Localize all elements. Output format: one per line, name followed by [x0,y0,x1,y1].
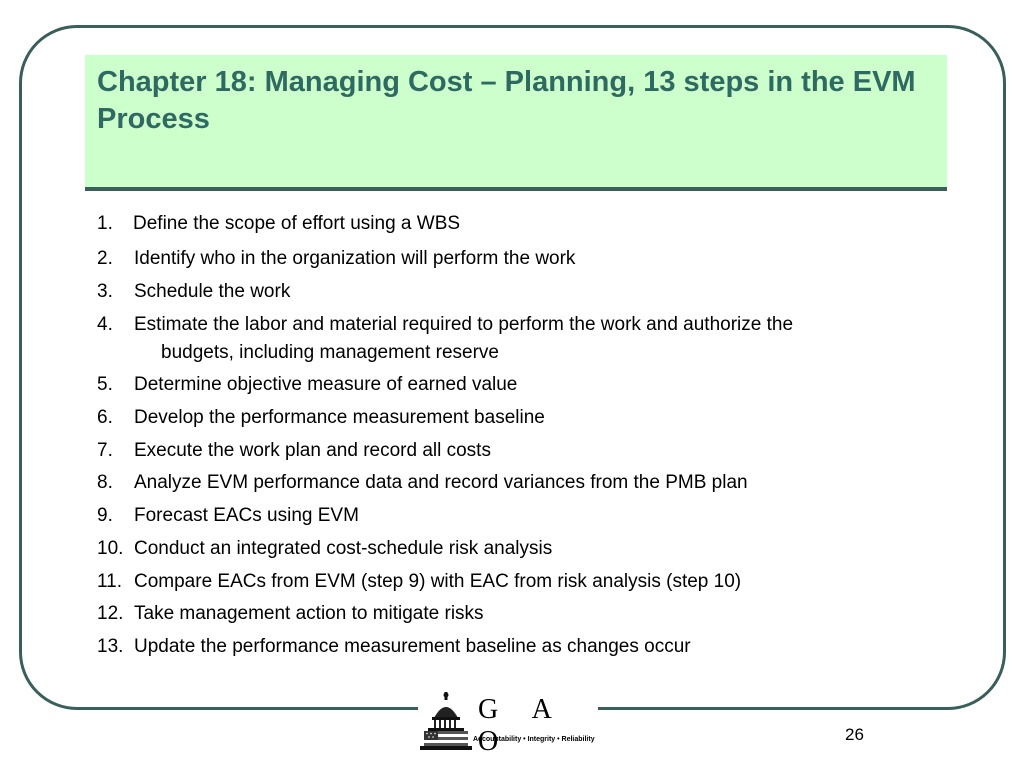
step-text: Compare EACs from EVM (step 9) with EAC from risk analysis (step 10) [134,571,742,592]
list-item [97,633,937,661]
list-item [97,535,937,563]
step-text: Take management action to mitigate risks [134,603,484,624]
list-item [97,502,937,530]
slide-title: Chapter 18: Managing Cost – Planning, 13 steps in the EVM Process [97,66,916,135]
step-number: 7. [97,440,113,461]
gao-logo-tagline: Accountability • Integrity • Reliability [473,736,595,743]
step-number: 2. [97,248,113,269]
step-number: 9. [97,505,113,526]
step-text: Define the scope of effort using a WBS [133,213,461,234]
step-number: 10. [97,538,124,559]
step-text-continued: budgets, including management reserve [161,342,499,363]
step-text: Develop the performance measurement baseline [134,407,545,428]
list-item [97,311,937,367]
step-text: Conduct an integrated cost-schedule risk analysis [134,538,553,559]
list-item [97,469,937,497]
step-text: Identify who in the organization will perform the work [134,248,576,269]
step-text: Forecast EACs using EVM [134,505,359,526]
step-text: Determine objective measure of earned value [134,374,518,395]
list-item [97,371,937,399]
list-item [97,278,937,306]
list-item [97,245,937,273]
list-item [97,437,937,465]
step-text: Estimate the labor and material required to perform the work and authorize the [134,314,794,335]
step-number: 1. [97,213,113,234]
step-text: Schedule the work [134,281,291,302]
list-item [97,404,937,432]
step-number: 12. [97,603,124,624]
step-number: 6. [97,407,113,428]
gao-logo [418,690,598,757]
page-number: 26 [845,725,864,744]
gao-logo-name: G A O [478,694,565,757]
step-number: 8. [97,472,113,493]
list-item [97,600,937,628]
step-number: 11. [97,571,123,592]
step-number: 3. [97,281,113,302]
list-item [97,210,937,238]
step-number: 4. [97,314,113,335]
step-text: Analyze EVM performance data and record variances from the PMB plan [134,472,748,493]
capitol-dome-icon [420,692,472,750]
list-item [97,568,937,596]
step-number: 13. [97,636,124,657]
step-text: Execute the work plan and record all costs [134,440,491,461]
step-number: 5. [97,374,113,395]
step-text: Update the performance measurement baseline as changes occur [134,636,691,657]
